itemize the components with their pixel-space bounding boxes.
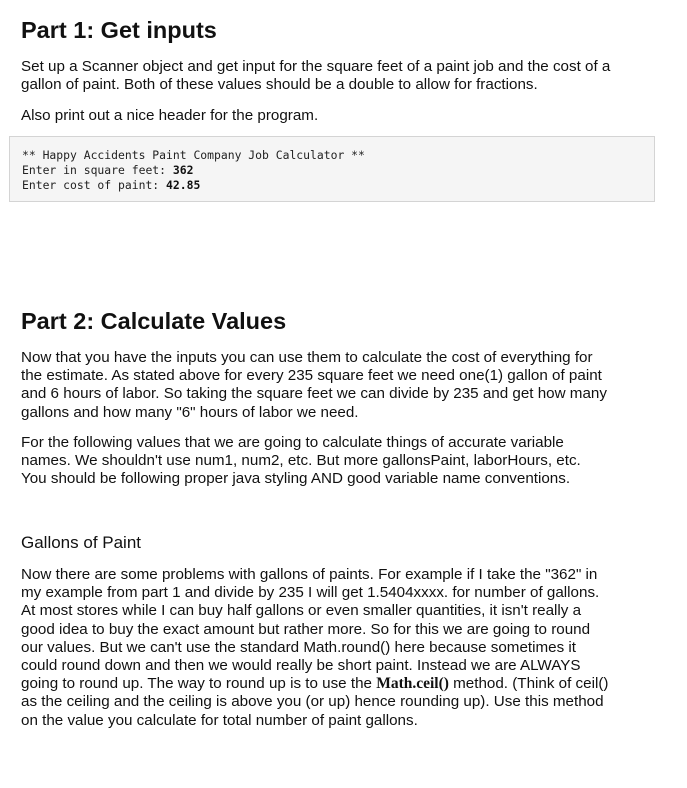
text-line: the estimate. As stated above for every 235 square feet we need one(1) gallon of paint (21, 367, 602, 385)
text-line: Also print out a nice header for the program. (21, 107, 319, 124)
console-output-box (9, 136, 655, 202)
console-value-square-feet: 362 (172, 163, 194, 177)
console-prompt-square-feet: Enter in square feet: (22, 163, 173, 177)
console-line-square-feet (22, 163, 193, 178)
text-line: as the ceiling and the ceiling is above you (or up) hence rounding up). Use this method (21, 693, 604, 711)
math-ceil-keyword: Math.ceil() (376, 675, 449, 693)
text-line: At most stores while I can buy half gallons or even smaller quantities, it isn't really a (21, 602, 582, 620)
text-line: names. We shouldn't use num1, num2, etc. But more gallonsPaint, laborHours, etc. (21, 452, 581, 470)
console-value-paint-cost: 42.85 (166, 178, 201, 192)
text-line-with-code (21, 675, 661, 693)
text-line: on the value you calculate for total number of paint gallons. (21, 711, 418, 729)
part1-heading: Part 1: Get inputs (21, 17, 217, 43)
console-header-line: ** Happy Accidents Paint Company Job Calculator ** (22, 148, 365, 162)
text-line: Now there are some problems with gallons of paints. For example if I take the "362" in (21, 566, 598, 583)
gallons-heading: Gallons of Paint (21, 533, 142, 552)
text-line: good idea to buy the exact amount but rather more. So for this we are going to round (21, 620, 591, 638)
console-line-paint-cost (22, 178, 200, 193)
gallons-paragraph (21, 566, 661, 730)
text-line: For the following values that we are going to calculate things of accurate variable (21, 434, 564, 451)
text-line: Now that you have the inputs you can use them to calculate the cost of everything for (21, 349, 593, 366)
text-line: my example from part 1 and divide by 235 I will get 1.5404xxxx. for number of gallons. (21, 584, 600, 602)
text-line: our values. But we can't use the standard Math.round() here because sometimes it (21, 638, 577, 656)
console-prompt-paint-cost: Enter cost of paint: (22, 178, 167, 192)
part2-heading: Part 2: Calculate Values (21, 308, 287, 334)
text-line: You should be following proper java styling AND good variable name conventions. (21, 470, 571, 488)
text-line: and 6 hours of labor. So taking the square feet we can divide by 235 and get how many (21, 385, 607, 403)
text-segment: going to round up. The way to round up is to use the (21, 675, 377, 693)
part1-paragraph-1 (21, 58, 661, 94)
text-line: gallon of paint. Both of these values should be a double to allow for fractions. (21, 76, 538, 94)
text-segment: method. (Think of ceil() (448, 675, 609, 693)
text-line: Set up a Scanner object and get input for the square feet of a paint job and the cost of a (21, 58, 611, 75)
text-line: gallons and how many "6" hours of labor we need. (21, 403, 359, 421)
part2-paragraph-2 (21, 434, 661, 489)
text-line: could round down and then we would really be short paint. Instead we are ALWAYS (21, 657, 581, 675)
part2-paragraph-1 (21, 349, 661, 422)
part1-paragraph-2 (21, 107, 661, 125)
